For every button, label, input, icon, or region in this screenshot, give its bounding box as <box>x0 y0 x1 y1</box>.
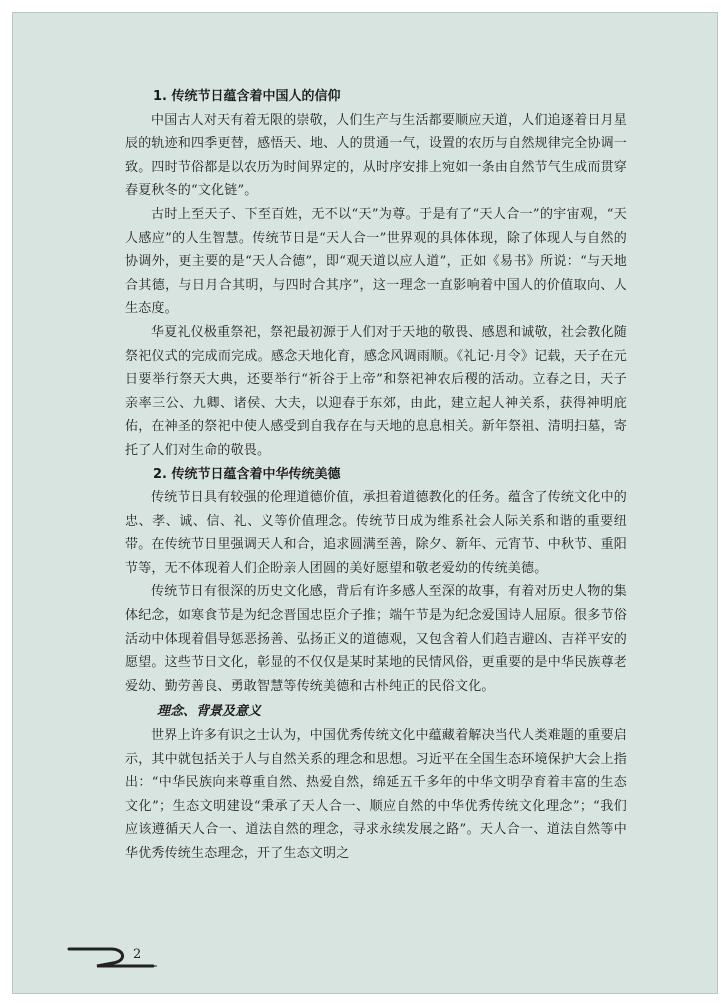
page-content <box>125 85 627 866</box>
page-number-decoration-icon <box>67 945 157 969</box>
paragraph: 传统节日有很深的历史文化感，背后有许多感人至深的故事，有着对历史人物的集体纪念，如寒食节是为纪念晋国忠臣介子推；端午节是为纪念爱国诗人屈原。很多节俗活动中体现着倡导惩恶扬善、弘扬正义的道德观，又包含着人们趋吉避凶、吉祥平安的愿望。这些节日文化，彰显的不仅仅是某时某地的民情风俗，更重要的是中华民族尊老爱幼、勤劳善良、勇敢智慧等传统美德和古朴纯正的民俗文化。 <box>125 584 627 694</box>
paragraph: 传统节日具有较强的伦理道德价值，承担着道德教化的任务。蕴含了传统文化中的忠、孝、诚、信、礼、义等价值理念。传统节日成为维系社会人际关系和谐的重要纽带。在传统节日里强调天人和合，追求圆满至善，除夕、新年、元宵节、中秋节、重阳节等，无不体现着人们企盼亲人团圆的美好愿望和敬老爱幼的传统美德。 <box>125 490 627 576</box>
paragraph: 古时上至天子、下至百姓，无不以“天”为尊。于是有了“天人合一”的宇宙观，“天人感应”的人生智慧。传统节日是“天人合一”世界观的具体体现，除了体现人与自然的协调外，更主要的是“天人合德”，即“观天道以应人道”，正如《易书》所说：“与天地合其德，与日月合其明，与四时合其序”，这一理念一直影响着中国人的价值取向、人生态度。 <box>125 206 627 317</box>
paragraph: 华夏礼仪极重祭祀，祭祀最初源于人们对于天地的敬畏、感恩和诚敬，社会教化随祭祀仪式的完成而完成。感念天地化育，感念风调雨顺。《礼记·月令》记载，天子在元日要举行祭天大典，还要举行“祈谷于上帝”和祭祀神农后稷的活动。立春之日，天子亲率三公、九卿、诸侯、大夫，以迎春于东郊，由此，建立起人神关系，获得神明庇佑，在神圣的祭祀中使人感受到自我存在与天地的息息相关。新年祭祖、清明扫墓，寄托了人们对生命的敬畏。 <box>125 324 627 458</box>
paragraph: 世界上许多有识之士认为，中国优秀传统文化中蕴藏着解决当代人类难题的重要启示，其中就包括关于人与自然关系的理念和思想。习近平在全国生态环境保护大会上指出：“中华民族向来尊重自然、热爱自然，绵延五千多年的中华文明孕育着丰富的生态文化”；生态文明建设“秉承了天人合一、顺应自然的中华优秀传统文化理念”；“我们应该遵循天人合一、道法自然的理念，寻求永续发展之路”。天人合一、道法自然等中华优秀传统生态理念，开了生态文明之 <box>125 728 627 861</box>
section-heading-1: 1. 传统节日蕴含着中国人的信仰 <box>153 89 341 104</box>
book-page <box>12 12 718 994</box>
page-number: 2 <box>133 947 142 962</box>
section-heading-3: 理念、背景及意义 <box>157 704 262 720</box>
paragraph: 中国古人对天有着无限的崇敬，人们生产与生活都要顺应天道，人们追逐着日月星辰的轨迹和四季更替，感悟天、地、人的贯通一气，设置的农历与自然规律完全协调一致。四时节俗都是以农历为时间界定的，从时序安排上宛如一条由自然节气生成而贯穿春夏秋冬的“文化链”。 <box>125 112 627 199</box>
section-heading-2: 2. 传统节日蕴含着中华传统美德 <box>153 466 341 482</box>
